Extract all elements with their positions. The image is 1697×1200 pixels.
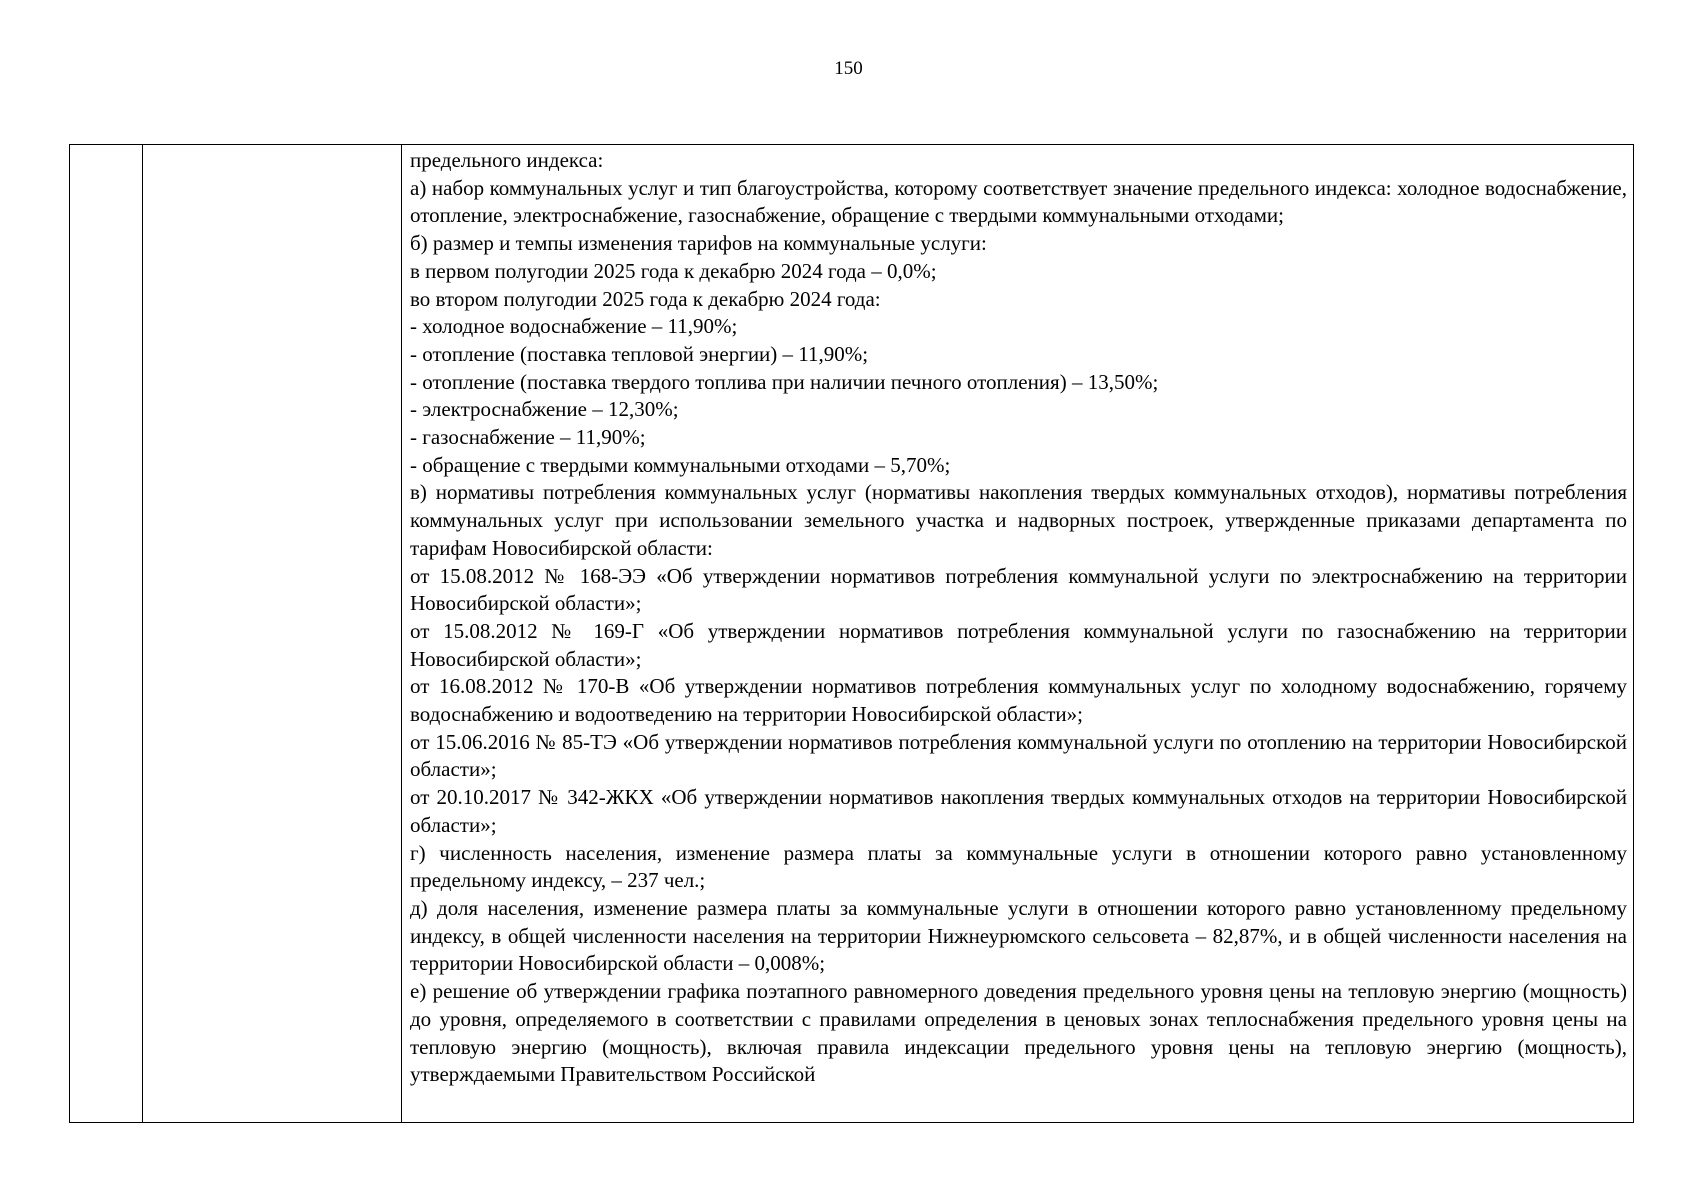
page-number: 150 <box>834 58 863 79</box>
table-cell-description <box>402 145 1633 1122</box>
text-paragraph-continuation: предельного индекса: <box>410 148 604 172</box>
text-paragraph-b: б) размер и темпы изменения тарифов на коммунальные услуги: <box>410 231 987 256</box>
text-paragraph-e: е) решение об утверждении графика поэтапного равномерного доведения предельного уровня цены на тепловую энергию (мощность) до уровня, определяемого в соответствии с правилами определения в ценовых зонах теплоснабжения предельного уровня цены на тепловую энергию (мощность), включая правила индексации предельного уровня цены на тепловую энергию (мощность), утверждаемыми Правительством Российской <box>410 979 1627 1087</box>
order-reference: от 15.08.2012 № 169-Г «Об утверждении нормативов потребления коммунальной услуги по газоснабжению на территории Новосибирской области»; <box>410 618 1627 671</box>
order-reference: от 15.08.2012 № 168-ЭЭ «Об утверждении нормативов потребления коммунальной услуги по электроснабжению на территории Новосибирской области»; <box>410 563 1627 616</box>
list-item: - отопление (поставка тепловой энергии) – 11,90%; <box>410 341 869 366</box>
list-item: - холодное водоснабжение – 11,90%; <box>410 314 738 339</box>
table-cell-name <box>143 145 402 1122</box>
text-line: во втором полугодии 2025 года к декабрю 2024 года: <box>410 286 881 311</box>
order-reference: от 15.06.2016 № 85-ТЭ «Об утверждении нормативов потребления коммунальной услуги по отоплению на территории Новосибирской области»; <box>410 729 1627 782</box>
text-line: в первом полугодии 2025 года к декабрю 2024 года – 0,0%; <box>410 258 937 283</box>
text-paragraph-v: в) нормативы потребления коммунальных услуг (нормативы накопления твердых коммунальных отходов), нормативы потребления коммунальных услуг при использовании земельного участка и надворных построек, утвержденные приказами департамента по тарифам Новосибирской области: <box>410 480 1627 560</box>
list-item: - газоснабжение – 11,90%; <box>410 425 646 450</box>
text-paragraph-d: д) доля населения, изменение размера платы за коммунальные услуги в отношении которого равно установленному предельному индексу, в общей численности населения на территории Нижнеурюмского сельсовета – 82,87%, и в общей численности населения на территории Новосибирской области – 0,008%; <box>410 895 1627 976</box>
order-reference: от 16.08.2012 № 170-В «Об утверждении нормативов потребления коммунальных услуг по холодному водоснабжению, горячему водоснабжению и водоотведению на территории Новосибирской области»; <box>410 674 1627 727</box>
list-item: - отопление (поставка твердого топлива при наличии печного отопления) – 13,50%; <box>410 369 1159 394</box>
document-table <box>69 144 1634 1123</box>
text-paragraph-g: г) численность населения, изменение размера платы за коммунальные услуги в отношении которого равно установленному предельному индексу, – 237 чел.; <box>410 840 1627 893</box>
table-cell-number <box>70 145 143 1122</box>
order-reference: от 20.10.2017 № 342-ЖКХ «Об утверждении нормативов накопления твердых коммунальных отходов на территории Новосибирской области»; <box>410 785 1627 837</box>
list-item: - электроснабжение – 12,30%; <box>410 397 679 422</box>
text-paragraph-a: а) набор коммунальных услуг и тип благоустройства, которому соответствует значение предельного индекса: холодное водоснабжение, отопление, электроснабжение, газоснабжение, обращение с твердыми коммунальными отходами; <box>410 175 1627 228</box>
list-item: - обращение с твердыми коммунальными отходами – 5,70%; <box>410 452 951 477</box>
